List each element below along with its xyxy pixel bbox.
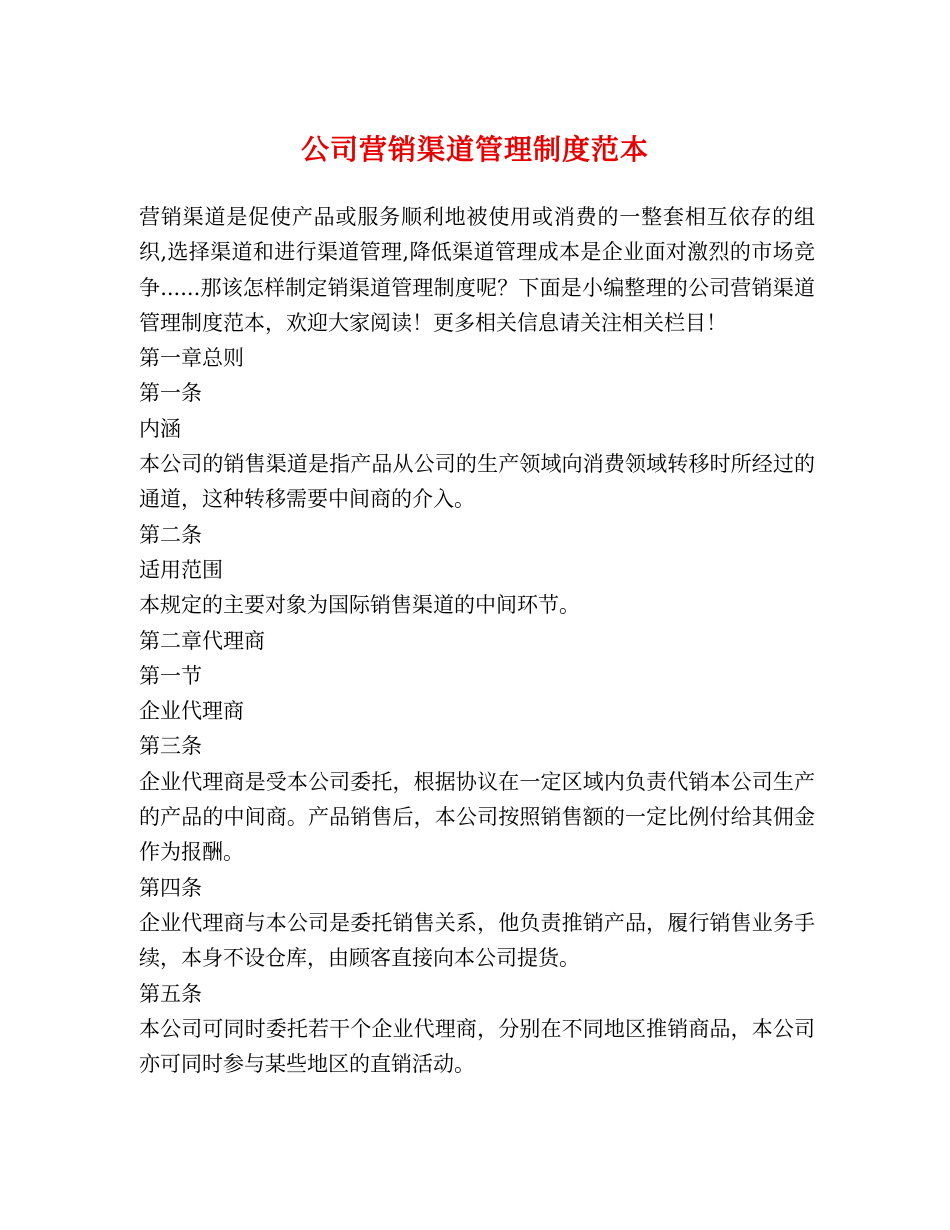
article-paragraph: 本公司可同时委托若干个企业代理商，分别在不同地区推销商品，本公司亦可同时参与某些地区的直销活动。: [139, 1016, 815, 1077]
chapter-heading: 第一章总则: [139, 346, 244, 371]
intro-paragraph: 营销渠道是促使产品或服务顺利地被使用或消费的一整套相互依存的组织,选择渠道和进行渠道管理,降低渠道管理成本是企业面对激烈的市场竞争......那该怎样制定销渠道管理制度呢？下面是小编整理的公司营销渠道管理制度范本，欢迎大家阅读！更多相关信息请关注相关栏目！: [139, 205, 815, 335]
article-heading: 第二条: [139, 522, 202, 547]
article-heading: 第五条: [139, 981, 202, 1006]
section-heading: 第一节: [139, 663, 202, 688]
section-subtitle: 企业代理商: [139, 699, 244, 724]
article-heading: 第三条: [139, 734, 202, 759]
document-title: 公司营销渠道管理制度范本: [300, 133, 649, 166]
article-subtitle: 适用范围: [139, 557, 223, 582]
article-subtitle: 内涵: [139, 416, 181, 441]
chapter-heading: 第二章代理商: [139, 628, 265, 653]
article-heading: 第四条: [139, 875, 202, 900]
article-paragraph: 企业代理商与本公司是委托销售关系，他负责推销产品，履行销售业务手续，本身不设仓库，由顾客直接向本公司提货。: [139, 910, 815, 971]
article-heading: 第一条: [139, 381, 202, 406]
article-paragraph: 本公司的销售渠道是指产品从公司的生产领域向消费领域转移时所经过的通道，这种转移需要中间商的介入。: [139, 452, 815, 512]
article-paragraph: 本规定的主要对象为国际销售渠道的中间环节。: [139, 593, 580, 618]
article-paragraph: 企业代理商是受本公司委托，根据协议在一定区域内负责代销本公司生产的产品的中间商。产品销售后，本公司按照销售额的一定比例付给其佣金作为报酬。: [139, 769, 815, 865]
document-body: [139, 200, 815, 1082]
